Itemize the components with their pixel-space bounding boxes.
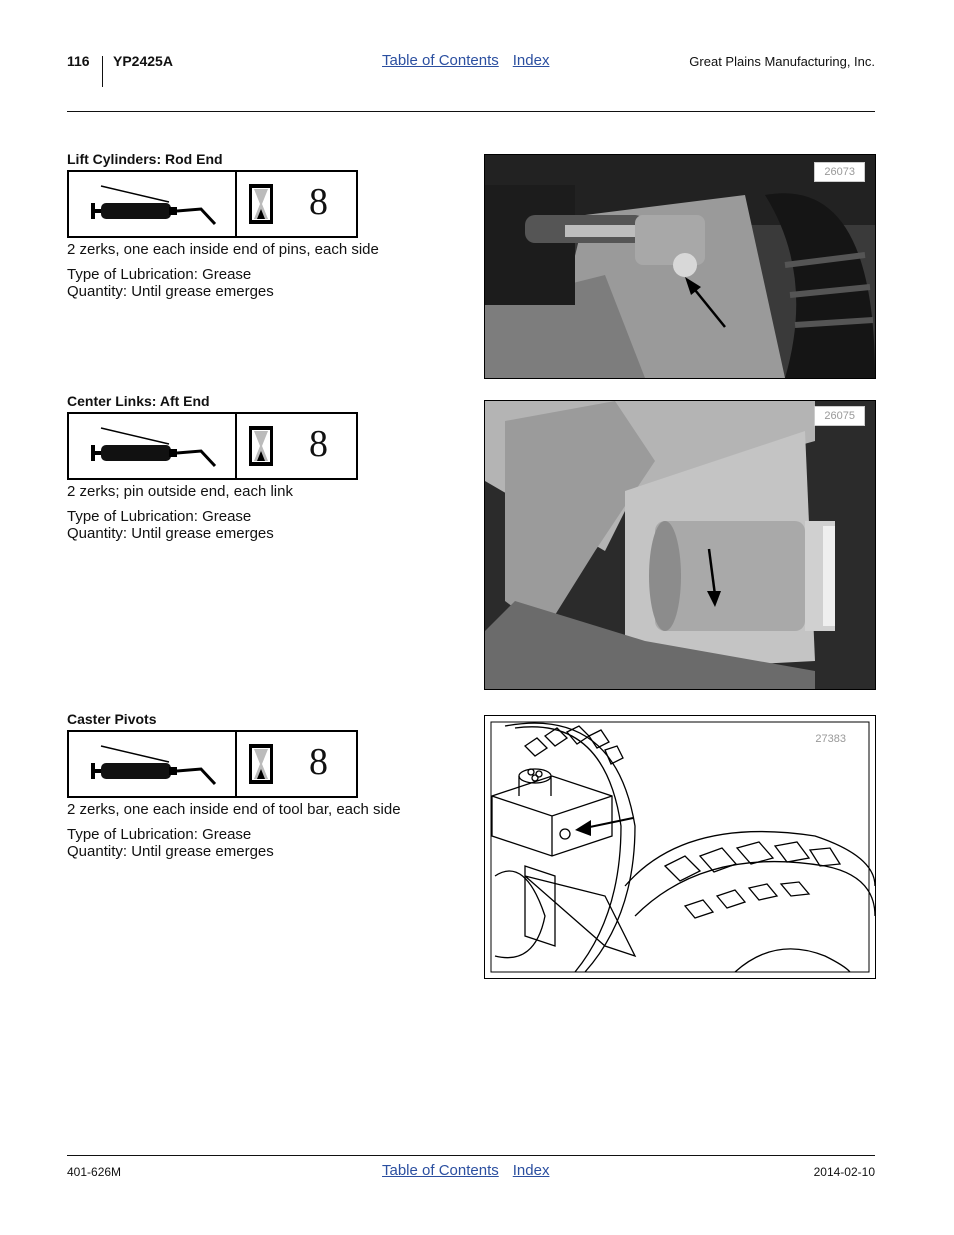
lubrication-type: Type of Lubrication: Grease (67, 266, 252, 283)
caster-pivot-drawing (484, 715, 876, 979)
toc-link[interactable]: Table of Contents (382, 1162, 499, 1179)
document-number: 401-626M (67, 1165, 122, 1179)
header-rule (67, 111, 875, 112)
zerks-description: 2 zerks; pin outside end, each link (67, 483, 293, 500)
page-number: 116 (67, 53, 90, 69)
interval-cell (237, 414, 356, 478)
index-link[interactable]: Index (512, 52, 550, 69)
lubrication-type: Type of Lubrication: Grease (67, 508, 252, 525)
hourglass-icon (249, 426, 273, 466)
center-link-photo (484, 400, 876, 690)
header-divider (102, 56, 103, 87)
figure-number: 27383 (806, 730, 855, 748)
lubrication-quantity: Quantity: Until grease emerges (67, 525, 274, 542)
interval-hours: 8 (309, 181, 328, 223)
zerks-description: 2 zerks, one each inside end of pins, each side (67, 241, 379, 258)
footer-nav (382, 1162, 549, 1180)
lift-cylinder-photo (484, 154, 876, 379)
interval-hours: 8 (309, 741, 328, 783)
model-name: YP2425A (113, 53, 173, 69)
interval-hours: 8 (309, 423, 328, 465)
grease-gun-icon (69, 732, 237, 796)
company-name: Great Plains Manufacturing, Inc. (689, 54, 875, 69)
interval-cell (237, 172, 356, 236)
figure-number: 26073 (814, 162, 865, 182)
lubrication-quantity: Quantity: Until grease emerges (67, 843, 274, 860)
lube-box-caster-pivots (67, 730, 358, 798)
grease-gun-icon (69, 172, 237, 236)
grease-gun-icon (69, 414, 237, 478)
section-title-lift-cylinders: Lift Cylinders: Rod End (67, 151, 223, 167)
lube-box-lift-cylinders (67, 170, 358, 238)
footer-rule (67, 1155, 875, 1156)
lubrication-type: Type of Lubrication: Grease (67, 826, 252, 843)
hourglass-icon (249, 744, 273, 784)
interval-cell (237, 732, 356, 796)
header-nav (382, 52, 549, 70)
figure-number: 26075 (814, 406, 865, 426)
toc-link[interactable]: Table of Contents (382, 52, 499, 69)
zerks-description: 2 zerks, one each inside end of tool bar, each side (67, 801, 401, 818)
lube-box-center-links (67, 412, 358, 480)
document-date: 2014-02-10 (813, 1165, 875, 1179)
hourglass-icon (249, 184, 273, 224)
section-title-caster-pivots: Caster Pivots (67, 711, 157, 727)
lubrication-quantity: Quantity: Until grease emerges (67, 283, 274, 300)
section-title-center-links: Center Links: Aft End (67, 393, 210, 409)
index-link[interactable]: Index (512, 1162, 550, 1179)
